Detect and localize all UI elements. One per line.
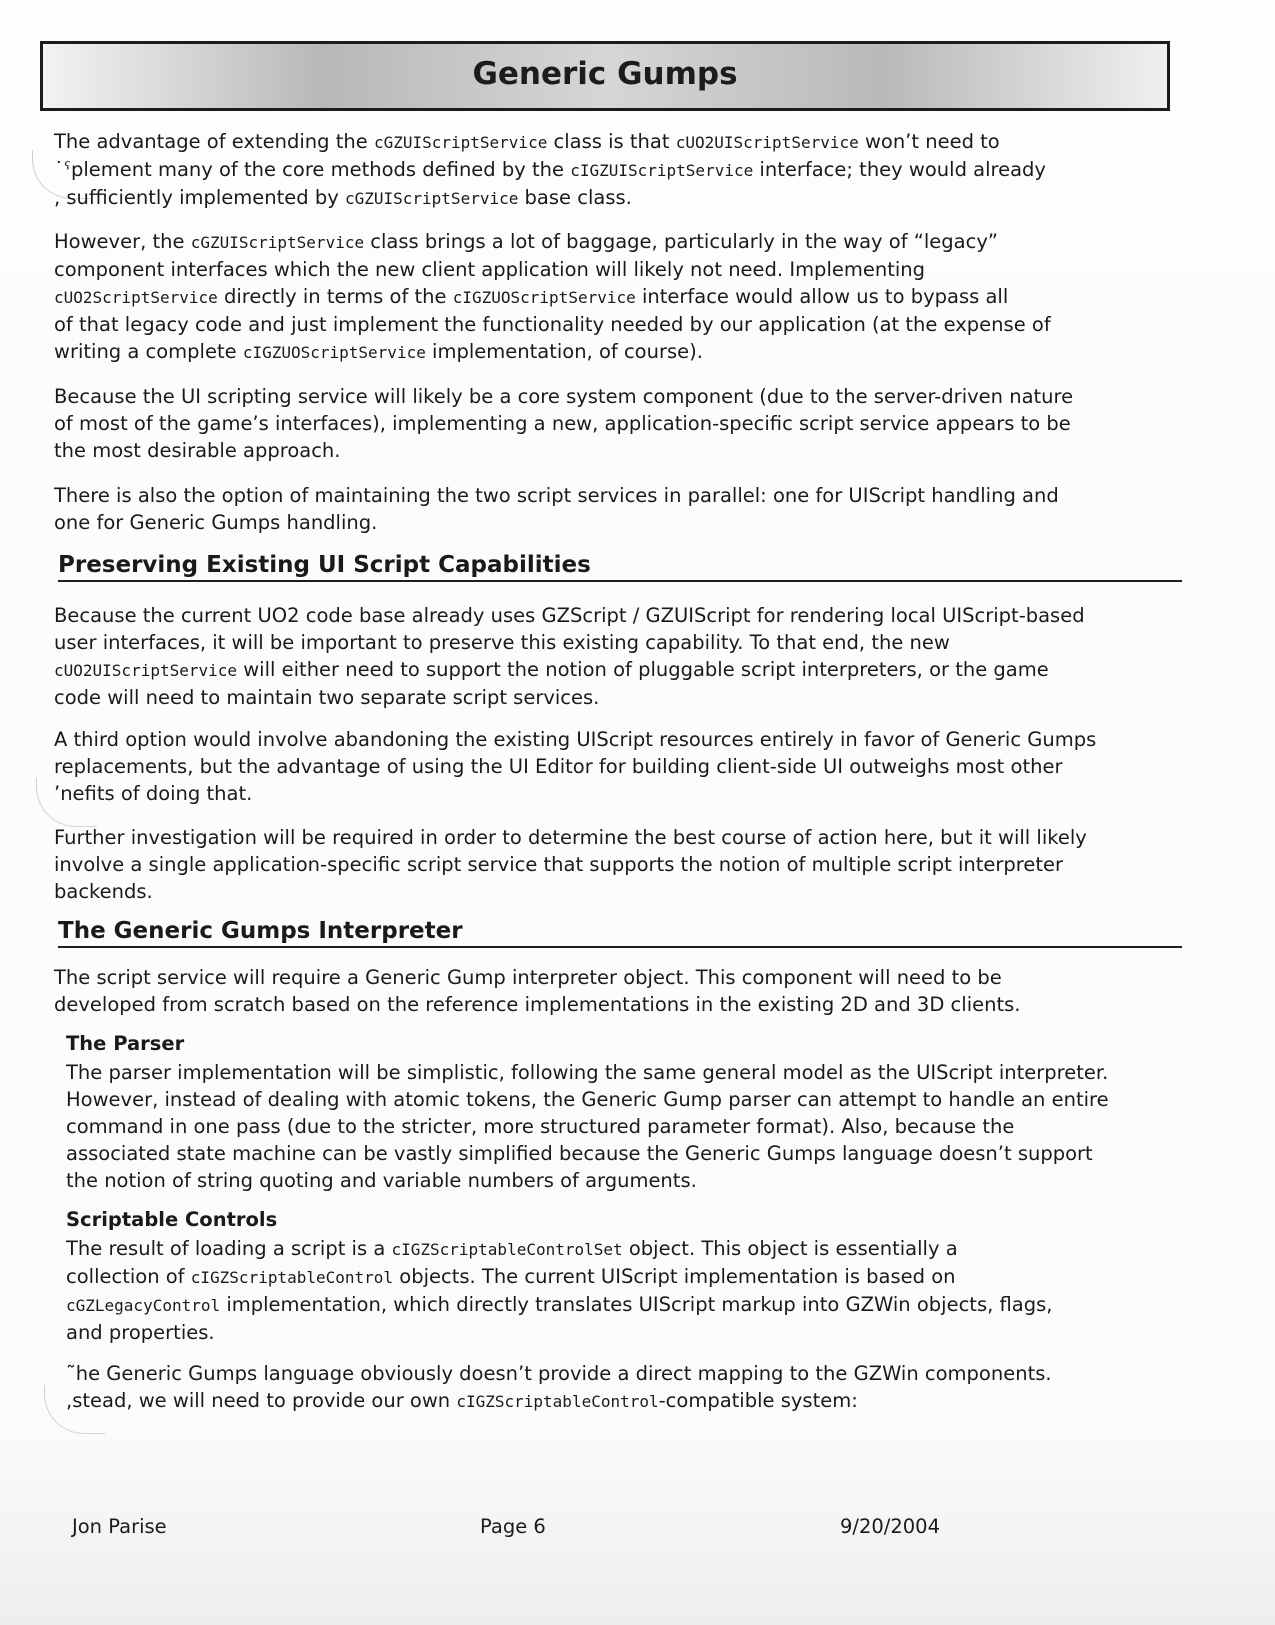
text-line [54,753,1184,780]
text-run: Further investigation will be required in order to determine the best course of action here, but it will likely [54,826,1087,849]
text-line [66,1086,1196,1113]
text-run: interface would allow us to bypass all [635,285,1009,308]
text-line [54,437,1184,464]
text-run: component interfaces which the new client application will likely not need. Implementing [54,258,926,281]
text-line [66,1140,1196,1167]
text-line [54,256,1184,283]
title-banner [40,41,1170,111]
text-run: implementation, which directly translates UIScript markup into GZWin objects, flags, [220,1293,1053,1316]
text-line [54,726,1184,753]
text-run: However, the [54,230,191,253]
paragraph [66,1059,1196,1194]
code-identifier: cGZUIScriptService [190,233,365,252]
text-run: and properties. [66,1321,215,1344]
text-run: The result of loading a script is a [66,1237,392,1260]
text-run: , sufficiently implemented by [54,186,345,209]
subheading-scriptable-controls: Scriptable Controls [66,1208,278,1231]
text-line [54,128,1184,156]
text-run: -compatible system: [658,1389,858,1412]
text-line [54,156,1184,184]
text-run: code will need to maintain two separate script services. [54,686,600,709]
text-line [66,1319,1196,1346]
text-line [54,184,1184,212]
text-line [54,410,1184,437]
text-line [54,482,1184,509]
text-run: writing a complete [54,340,243,363]
text-line [66,1167,1196,1194]
code-identifier: cIGZScriptableControl [190,1268,394,1287]
text-run: The parser implementation will be simplistic, following the same general model as the UIScript interpreter. [66,1061,1109,1084]
text-run: ˜he Generic Gumps language obviously doesn’t provide a direct mapping to the GZWin components. [66,1362,1052,1385]
text-line [54,780,1184,807]
text-line [54,878,1184,905]
paragraph [54,228,1184,366]
document-title: Generic Gumps [472,56,738,92]
code-identifier: cGZLegacyControl [66,1296,221,1315]
text-run: ʼnefits of doing that. [54,782,253,805]
text-line [54,991,1184,1018]
text-run: class brings a lot of baggage, particularly in the way of “legacy” [364,230,998,253]
text-line [54,656,1184,684]
paragraph [54,726,1184,807]
paragraph [54,964,1184,1018]
text-run: associated state machine can be vastly simplified because the Generic Gumps language doesn’t support [66,1142,1093,1165]
text-run: the notion of string quoting and variable numbers of arguments. [66,1169,697,1192]
text-line [54,311,1184,338]
section-heading-interpreter: The Generic Gumps Interpreter [58,918,1182,948]
text-run: However, instead of dealing with atomic tokens, the Generic Gump parser can attempt to handle an entire [66,1088,1109,1111]
text-line [54,851,1184,878]
paragraph [54,128,1184,212]
text-run: of that legacy code and just implement the functionality needed by our application (at the expense of [54,313,1051,336]
code-identifier: cUO2ScriptService [54,288,218,307]
text-line [66,1059,1196,1086]
text-line [54,602,1184,629]
code-identifier: cGZUIScriptService [344,189,519,208]
text-run: There is also the option of maintaining the two script services in parallel: one for UIScript handling and [54,484,1059,507]
code-identifier: cIGZScriptableControlSet [391,1240,623,1259]
text-run: will either need to support the notion of pluggable script interpreters, or the game [237,658,1049,681]
text-run: user interfaces, it will be important to preserve this existing capability. To that end, the new [54,631,950,654]
text-run: interface; they would already [753,158,1046,181]
paragraph [54,824,1184,905]
code-identifier: cUO2UIScriptService [675,133,859,152]
text-line [54,509,1184,536]
paragraph [66,1235,1196,1346]
paragraph [54,602,1184,711]
text-run: The script service will require a Generic Gump interpreter object. This component will need to be [54,966,1002,989]
text-run: implementation, of course). [425,340,703,363]
footer-date: 9/20/2004 [840,1515,940,1538]
text-line [54,228,1184,256]
text-line [66,1360,1196,1387]
text-run: ,stead, we will need to provide our own [66,1389,457,1412]
text-run: of most of the game’s interfaces), implementing a new, application-specific script service appears to be [54,412,1071,435]
paragraph [66,1360,1196,1415]
text-run: one for Generic Gumps handling. [54,511,378,534]
text-run: replacements, but the advantage of using the UI Editor for building client-side UI outweighs most other [54,755,1063,778]
text-run: A third option would involve abandoning the existing UIScript resources entirely in favor of Generic Gumps [54,728,1097,751]
text-run: Because the UI scripting service will likely be a core system component (due to the server-driven nature [54,385,1074,408]
text-line [66,1291,1196,1319]
text-run: the most desirable approach. [54,439,341,462]
text-line [54,338,1184,366]
text-run: backends. [54,880,153,903]
text-run: directly in terms of the [217,285,453,308]
text-run: ˙ˁplement many of the core methods defined by the [54,158,571,181]
text-run: Because the current UO2 code base already uses GZScript / GZUIScript for rendering local UIScript-based [54,604,1085,627]
code-identifier: cIGZScriptableControl [456,1392,659,1411]
code-identifier: cIGZUOScriptService [452,288,636,307]
text-run: developed from scratch based on the reference implementations in the existing 2D and 3D clients. [54,993,1021,1016]
text-line [54,824,1184,851]
text-run: involve a single application-specific script service that supports the notion of multiple script interpreter [54,853,1064,876]
text-line [54,629,1184,656]
text-line [54,684,1184,711]
text-run: command in one pass (due to the stricter, more structured parameter format). Also, because the [66,1115,1015,1138]
text-run: won’t need to [858,130,1000,153]
text-line [66,1263,1196,1291]
code-identifier: cIGZUIScriptService [570,161,754,180]
footer-author: Jon Parise [72,1515,167,1538]
code-identifier: cGZUIScriptService [373,133,548,152]
text-run: The advantage of extending the [54,130,374,153]
code-identifier: cUO2UIScriptService [54,661,238,680]
subheading-parser: The Parser [66,1032,185,1055]
paragraph [54,383,1184,464]
code-identifier: cIGZUOScriptService [242,343,426,362]
text-run: objects. The current UIScript implementation is based on [393,1265,956,1288]
text-run: object. This object is essentially a [622,1237,958,1260]
footer-page-number: Page 6 [480,1515,546,1538]
text-line [54,964,1184,991]
text-line [54,283,1184,311]
text-line [54,383,1184,410]
section-heading-preserving: Preserving Existing UI Script Capabilities [58,552,1182,582]
text-line [66,1113,1196,1140]
text-line [66,1387,1196,1415]
paragraph [54,482,1184,536]
text-line [66,1235,1196,1263]
text-run: base class. [518,186,632,209]
text-run: class is that [547,130,676,153]
text-run: collection of [66,1265,191,1288]
